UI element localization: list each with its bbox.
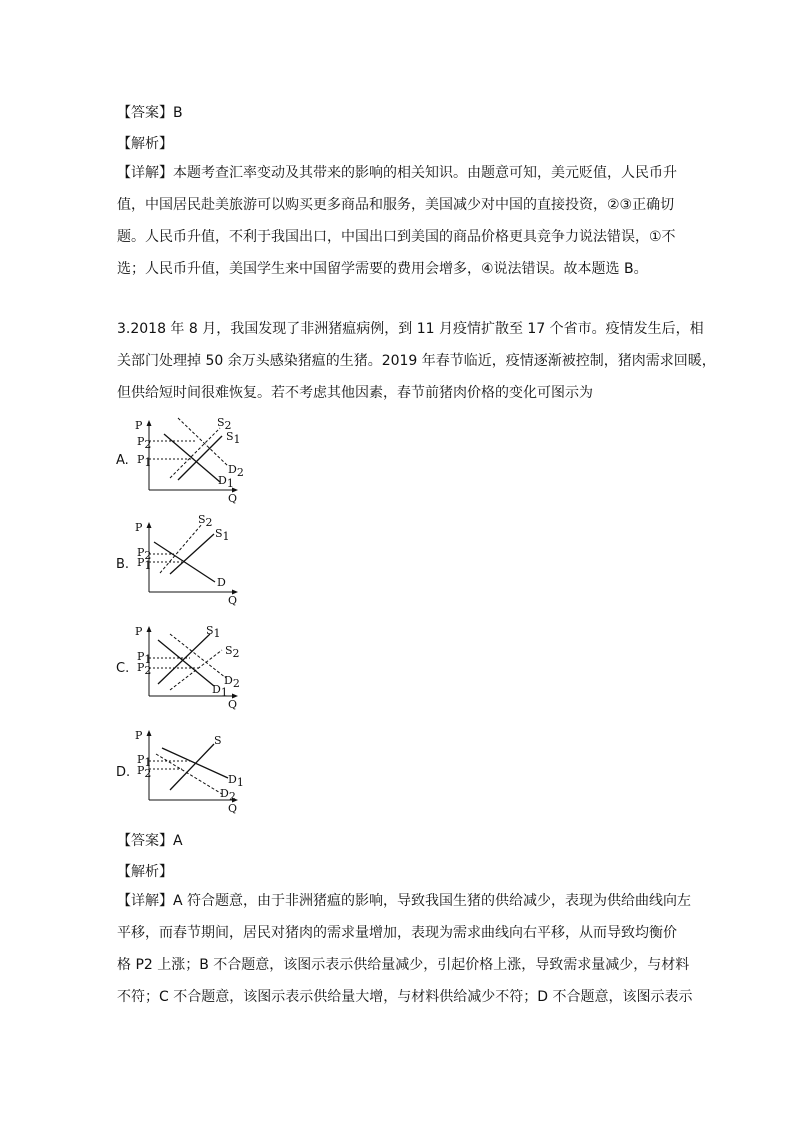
q2-answer: 【答案】B — [117, 105, 183, 121]
p-axis-arrow — [147, 420, 152, 426]
q3-detail — [117, 885, 693, 1013]
demand-curve-solid — [154, 542, 215, 582]
p-axis-label: P — [135, 419, 143, 432]
q3-answer: 【答案】A — [117, 833, 183, 849]
option-c-label: C. — [116, 661, 130, 676]
s2-label: S2 — [217, 416, 232, 432]
demand-curve-solid — [162, 748, 228, 778]
option-a-label: A. — [116, 453, 129, 468]
d1-label: D1 — [228, 773, 244, 789]
upper-price-label: P1 — [137, 753, 152, 769]
lower-price-label: P2 — [137, 661, 152, 677]
s2-label: S2 — [198, 513, 213, 529]
upper-price-label: P2 — [137, 435, 152, 451]
lower-price-label: P1 — [137, 556, 152, 572]
p-axis-arrow — [147, 730, 152, 736]
q2-detail-line: 值，中国居民赴美旅游可以购买更多商品和服务，美国减少对中国的直接投资，②③正确切 — [117, 197, 675, 213]
s1-label: S1 — [226, 430, 241, 446]
s2-label: S2 — [225, 644, 240, 660]
upper-price-label: P2 — [137, 546, 152, 562]
p-axis-arrow — [147, 522, 152, 528]
d2-label: D2 — [228, 463, 244, 479]
lower-price-label: P1 — [137, 453, 152, 469]
d2-label: D2 — [224, 674, 240, 690]
s1-label: S1 — [206, 624, 221, 640]
option-c-graph — [130, 622, 250, 714]
p-axis-label: P — [135, 521, 143, 534]
p-axis-label: P — [135, 729, 143, 742]
q-axis-label: Q — [228, 802, 238, 815]
option-d-label: D. — [116, 765, 131, 780]
option-d-graph — [130, 726, 250, 818]
q3-stem-line: 关部门处理掉 50 余万头感染猪瘟的生猪。2019 年春节临近，疫情逐渐被控制，猪肉需求回暖， — [117, 353, 716, 369]
supply-curve-solid — [178, 436, 222, 480]
q-axis-label: Q — [228, 594, 238, 607]
demand-curve-solid — [164, 434, 220, 482]
d1-label: D1 — [218, 474, 234, 490]
q-axis-label: Q — [228, 698, 238, 711]
q3-detail-line: 不符；C 不合题意，该图示表示供给量大增，与材料供给减少不符；D 不合题意，该图示表示 — [117, 989, 693, 1005]
supply-curve-dashed — [160, 524, 202, 573]
q2-detail-line: 选；人民币升值，美国学生来中国留学需要的费用会增多，④说法错误。故本题选 B。 — [117, 261, 648, 277]
p-axis-arrow — [147, 626, 152, 632]
d1-label: D1 — [212, 683, 228, 699]
s1-label: S1 — [215, 527, 230, 543]
q3-analysis-heading: 【解析】 — [117, 864, 173, 880]
q2-detail — [117, 157, 687, 285]
q3-detail-line: 平移，而春节期间，居民对猪肉的需求量增加，表现为需求曲线向右平移，从而导致均衡价 — [117, 925, 677, 941]
d2-label: D2 — [220, 787, 236, 803]
q3-stem-line: 3.2018 年 8 月，我国发现了非洲猪瘟病例，到 11 月疫情扩散至 17 个省市。疫情发生后，相 — [117, 321, 704, 337]
q2-analysis-heading: 【解析】 — [117, 136, 173, 152]
option-b-label: B. — [116, 557, 130, 572]
s-label: S — [214, 734, 222, 747]
lower-price-label: P2 — [137, 764, 152, 780]
q2-detail-line: 题。人民币升值，不利于我国出口，中国出口到美国的商品价格更具竞争力说法错误，①不 — [117, 229, 676, 245]
q3-stem-line: 但供给短时间很难恢复。若不考虑其他因素，春节前猪肉价格的变化可图示为 — [117, 385, 593, 401]
q3-detail-line: 【详解】A 符合题意，由于非洲猪瘟的影响，导致我国生猪的供给减少，表现为供给曲线向左 — [117, 893, 692, 909]
supply-curve-solid — [170, 744, 214, 790]
q3-detail-line: 格 P2 上涨；B 不合题意，该图示表示供给量减少，引起价格上涨，导致需求量减少，与材料 — [117, 957, 690, 973]
d-label: D — [217, 576, 226, 589]
supply-curve-dashed — [170, 428, 220, 478]
option-b-graph — [130, 513, 250, 610]
q2-detail-line: 【详解】本题考查汇率变动及其带来的影响的相关知识。由题意可知，美元贬值，人民币升 — [117, 165, 677, 181]
p-axis-label: P — [135, 625, 143, 638]
q-axis-label: Q — [228, 492, 238, 505]
upper-price-label: P1 — [137, 650, 152, 666]
option-a-graph — [130, 416, 250, 508]
q3-stem — [117, 313, 716, 409]
